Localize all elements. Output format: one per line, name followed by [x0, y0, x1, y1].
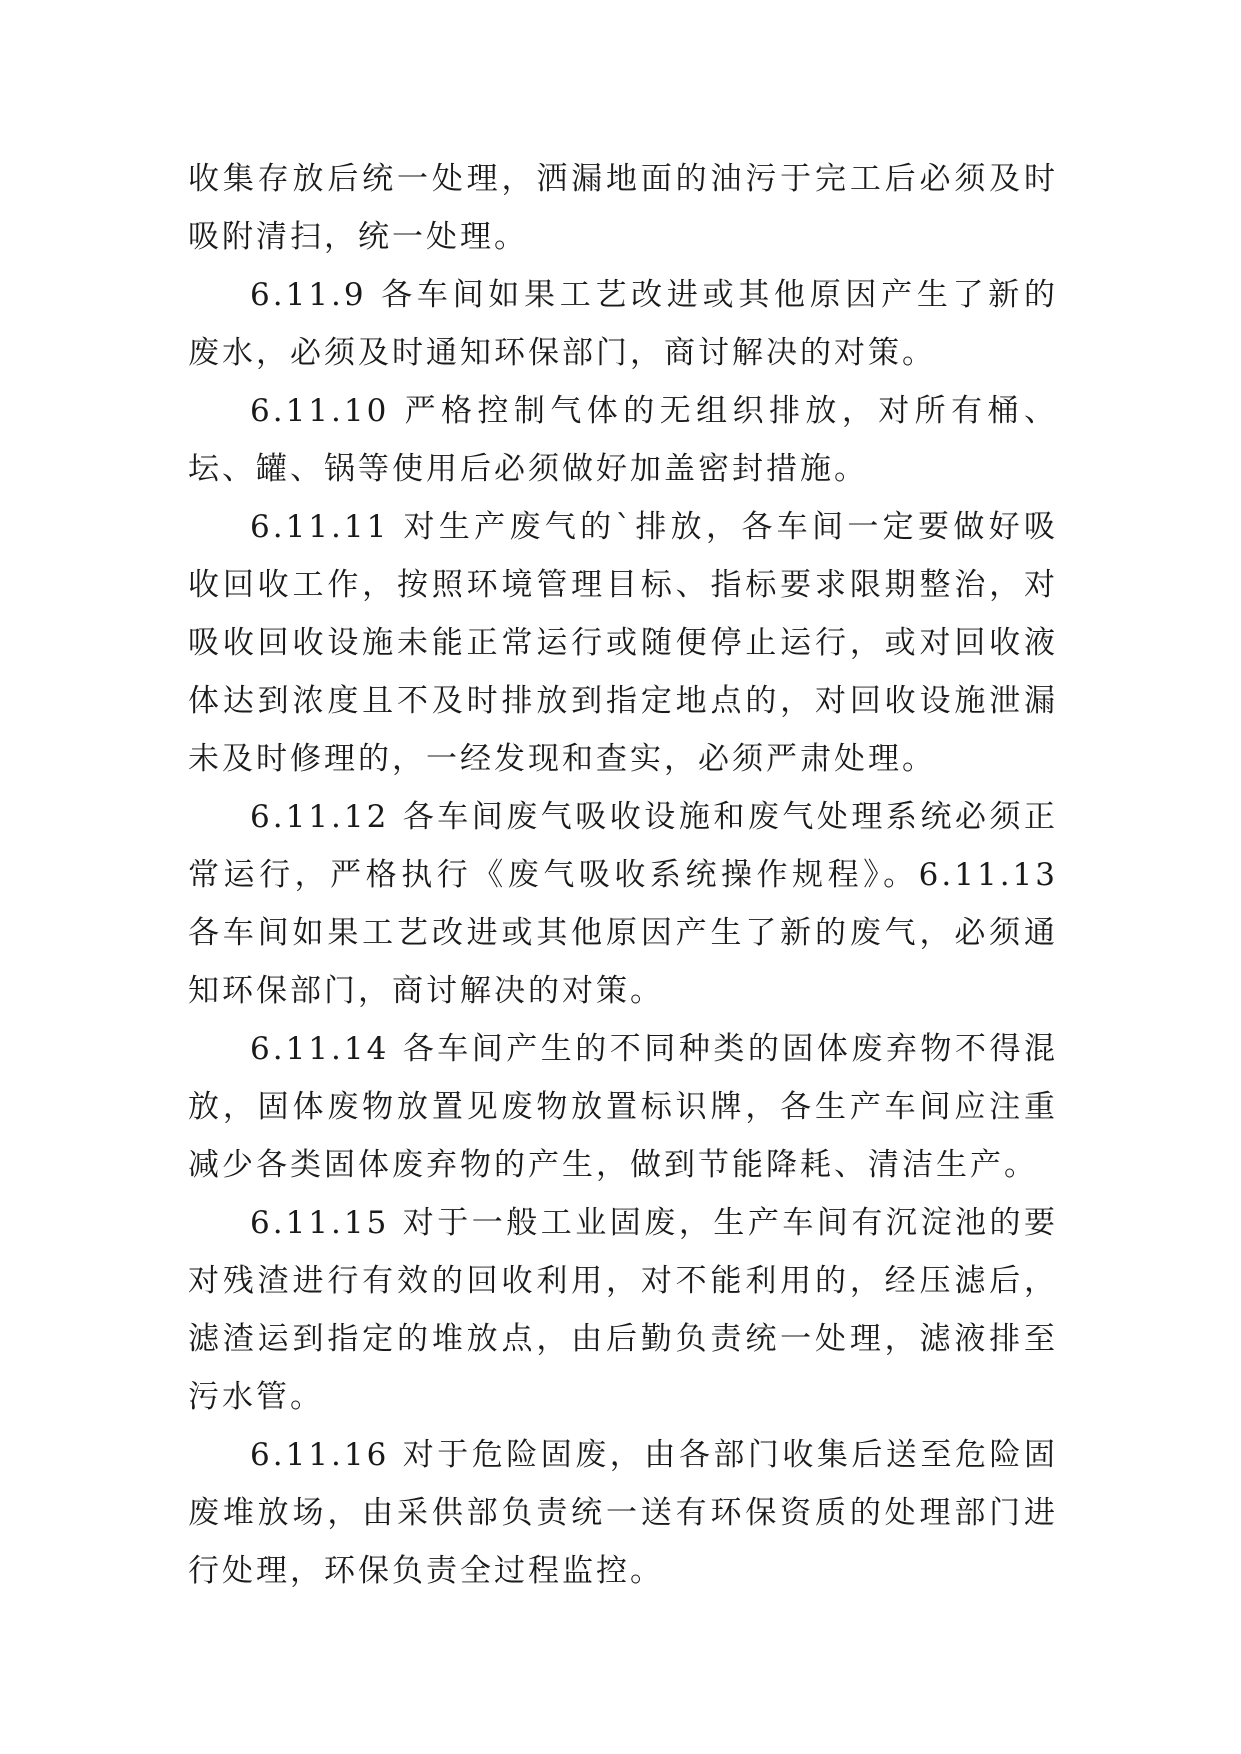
- document-body: [188, 150, 1058, 1600]
- paragraph-continuation: 收集存放后统一处理，洒漏地面的油污于完工后必须及时吸附清扫，统一处理。: [188, 161, 1058, 255]
- paragraph-6-11-9: 6.11.9 各车间如果工艺改进或其他原因产生了新的废水，必须及时通知环保部门，商讨解决的对策。: [188, 277, 1058, 371]
- paragraph-6-11-12: 6.11.12 各车间废气吸收设施和废气处理系统必须正常运行，严格执行《废气吸收系统操作规程》。6.11.13 各车间如果工艺改进或其他原因产生了新的废气，必须通知环保部门，商讨解决的对策。: [188, 799, 1058, 1009]
- paragraph-6-11-14: 6.11.14 各车间产生的不同种类的固体废弃物不得混放，固体废物放置见废物放置标识牌，各生产车间应注重减少各类固体废弃物的产生，做到节能降耗、清洁生产。: [188, 1031, 1058, 1183]
- paragraph-6-11-11: 6.11.11 对生产废气的`排放，各车间一定要做好吸收回收工作，按照环境管理目标、指标要求限期整治，对吸收回收设施未能正常运行或随便停止运行，或对回收液体达到浓度且不及时排放到指定地点的，对回收设施泄漏未及时修理的，一经发现和查实，必须严肃处理。: [188, 509, 1058, 777]
- paragraph-6-11-10: 6.11.10 严格控制气体的无组织排放，对所有桶、坛、罐、锅等使用后必须做好加盖密封措施。: [188, 393, 1058, 487]
- paragraph-6-11-15: 6.11.15 对于一般工业固废，生产车间有沉淀池的要对残渣进行有效的回收利用，对不能利用的，经压滤后，滤渣运到指定的堆放点，由后勤负责统一处理，滤液排至污水管。: [188, 1205, 1058, 1415]
- paragraph-6-11-16: 6.11.16 对于危险固废，由各部门收集后送至危险固废堆放场，由采供部负责统一送有环保资质的处理部门进行处理，环保负责全过程监控。: [188, 1437, 1058, 1589]
